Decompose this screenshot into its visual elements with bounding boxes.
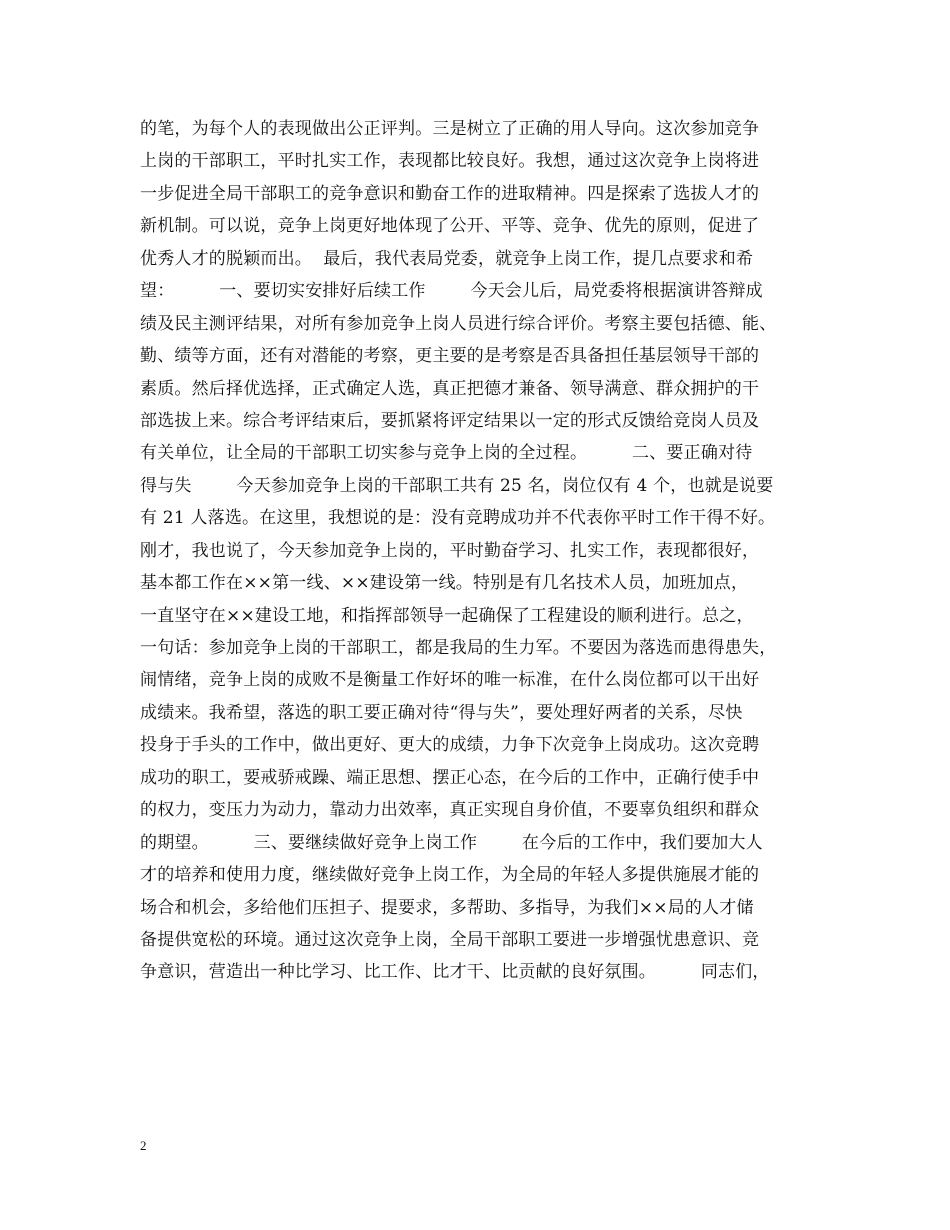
- text-line: 一步促进全局干部职工的竞争意识和勤奋工作的进取精神。四是探索了选拔人才的: [140, 183, 760, 204]
- text-line: 绩及民主测评结果，对所有参加竞争上岗人员进行综合评价。考察主要包括德、能、: [140, 313, 777, 334]
- text-line: 得与失 今天参加竞争上岗的干部职工共有 25 名，岗位仅有 4 个，也就是说要: [140, 475, 774, 496]
- text-line: 新机制。可以说，竞争上岗更好地体现了公开、平等、竞争、优先的原则，促进了: [140, 216, 760, 237]
- text-line: 上岗的干部职工，平时扎实工作，表现都比较良好。我想，通过这次竞争上岗将进: [140, 151, 760, 172]
- text-line: 有关单位，让全局的干部职工切实参与竞争上岗的全过程。 二、要正确对待: [140, 443, 753, 464]
- text-line: 一直坚守在××建设工地，和指挥部领导一起确保了工程建设的顺利进行。总之，: [140, 605, 754, 626]
- text-line: 基本都工作在××第一线、××建设第一线。特别是有几名技术人员，加班加点，: [140, 573, 749, 594]
- text-line: 的笔，为每个人的表现做出公正评判。三是树立了正确的用人导向。这次参加竞争: [140, 119, 760, 139]
- text-line: 场合和机会，多给他们压担子、提要求，多帮助、多指导，为我们××局的人才储: [140, 897, 754, 918]
- text-line: 优秀人才的脱颖而出。 最后，我代表局党委，就竞争上岗工作，提几点要求和希: [140, 248, 754, 269]
- text-line: 部选拔上来。综合考评结束后，要抓紧将评定结果以一定的形式反馈给竞岗人员及: [140, 410, 760, 431]
- text-line: 勤、绩等方面，还有对潜能的考察，更主要的是考察是否具备担任基层领导干部的: [140, 346, 760, 367]
- text-line: 一句话：参加竞争上岗的干部职工，都是我局的生力军。不要因为落选而患得患失，: [140, 638, 777, 658]
- text-line: 刚才，我也说了，今天参加竞争上岗的，平时勤奋学习、扎实工作，表现都很好，: [140, 540, 760, 561]
- text-line: 闹情绪，竞争上岗的成败不是衡量工作好坏的唯一标准，在什么岗位都可以干出好: [140, 670, 760, 691]
- text-line: 素质。然后择优选择，正式确定人选，真正把德才兼备、领导满意、群众拥护的干: [140, 378, 760, 399]
- body-text: [140, 113, 830, 989]
- page-number: 2: [140, 1138, 147, 1153]
- text-line: 才的培养和使用力度，继续做好竞争上岗工作，为全局的年轻人多提供施展才能的: [140, 865, 760, 886]
- text-line: 成绩来。我希望，落选的职工要正确对待“得与失”，要处理好两者的关系，尽快: [140, 702, 743, 723]
- text-line: 成功的职工，要戒骄戒躁、端正思想、摆正心态，在今后的工作中，正确行使手中: [140, 767, 760, 788]
- text-line: 备提供宽松的环境。通过这次竞争上岗，全局干部职工要进一步增强忧患意识、竞: [140, 929, 760, 950]
- text-line: 争意识，营造出一种比学习、比工作、比才干、比贡献的良好氛围。 同志们，: [140, 962, 770, 983]
- text-line: 望： 一、要切实安排好后续工作 今天会儿后，局党委将根据演讲答辩成: [140, 281, 763, 302]
- text-line: 有 21 人落选。在这里，我想说的是：没有竞聘成功并不代表你平时工作干得不好。: [140, 508, 776, 529]
- text-line: 的期望。 三、要继续做好竞争上岗工作 在今后的工作中，我们要加大人: [140, 832, 763, 853]
- text-line: 的权力，变压力为动力，靠动力出效率，真正实现自身价值，不要辜负组织和群众: [140, 800, 760, 821]
- text-line: 投身于手头的工作中，做出更好、更大的成绩，力争下次竞争上岗成功。这次竞聘: [140, 735, 760, 756]
